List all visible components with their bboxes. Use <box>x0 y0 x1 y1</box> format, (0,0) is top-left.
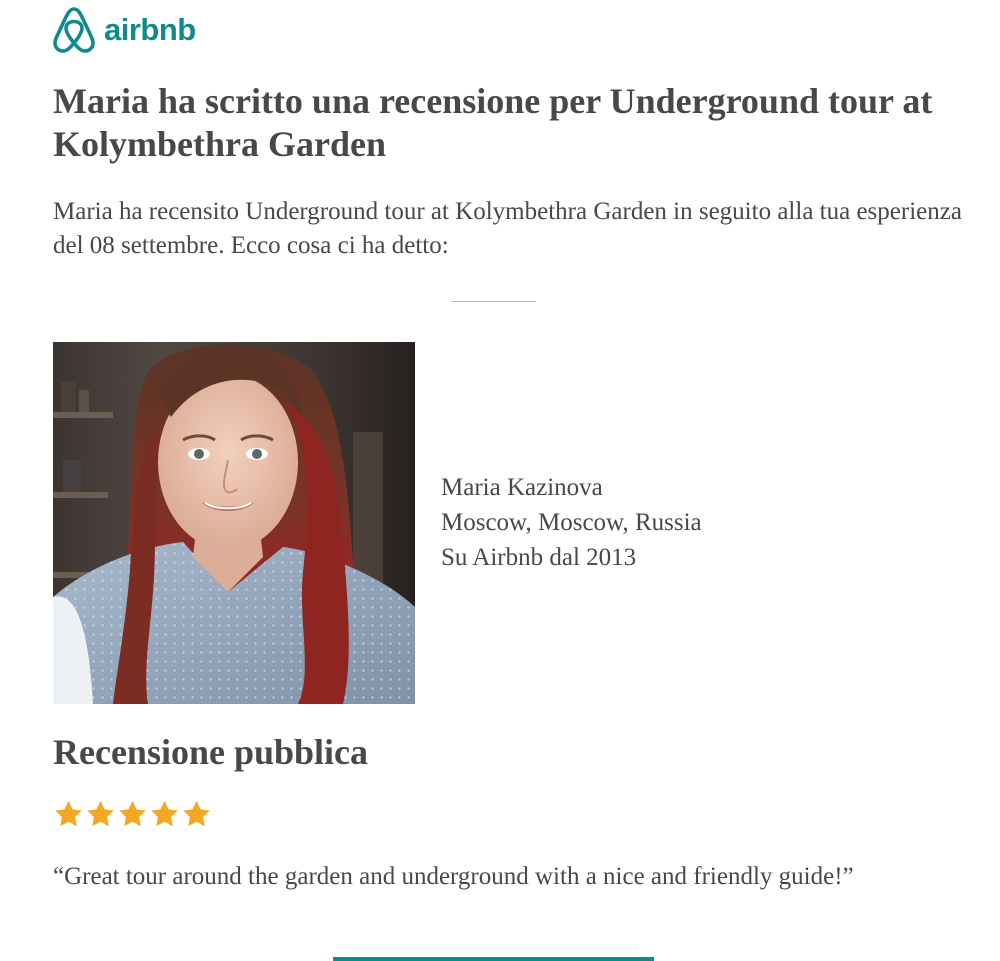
reviewer-location: Moscow, Moscow, Russia <box>441 509 702 536</box>
email-title: Maria ha scritto una recensione per Underground tour at Kolymbethra Garden <box>53 81 933 164</box>
section-divider <box>452 301 536 302</box>
reviewer-photo[interactable] <box>53 342 415 704</box>
bottom-accent-divider <box>333 957 654 961</box>
airbnb-logo[interactable] <box>52 4 196 54</box>
reviewer-info <box>441 470 702 575</box>
reviewer-name[interactable]: Maria Kazinova <box>441 474 603 501</box>
star-icon <box>117 797 148 831</box>
star-icon <box>149 797 180 831</box>
airbnb-wordmark: airbnb <box>104 11 196 47</box>
airbnb-belo-icon <box>52 5 96 53</box>
email-intro: Maria ha recensito Underground tour at Kolymbethra Garden in seguito alla tua esperienza del 08 settembre. Ecco cosa ci ha detto: <box>53 198 962 259</box>
star-icon <box>53 797 84 831</box>
review-heading: Recensione pubblica <box>53 732 369 772</box>
star-icon <box>181 797 212 831</box>
star-icon <box>85 797 116 831</box>
reviewer-member-since: Su Airbnb dal 2013 <box>441 544 637 571</box>
star-rating <box>53 797 212 831</box>
review-text: “Great tour around the garden and underground with a nice and friendly guide!” <box>53 863 854 890</box>
